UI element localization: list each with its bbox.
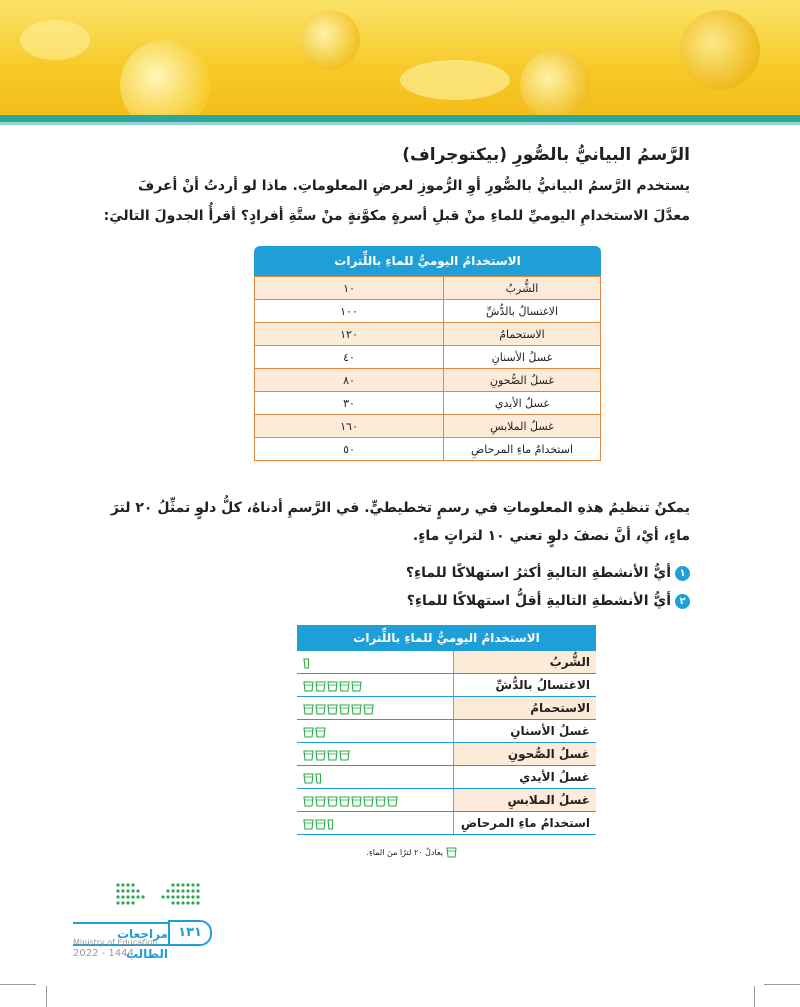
bucket-icon — [303, 749, 314, 761]
bucket-icon — [303, 818, 314, 830]
pictograph-intro — [90, 494, 690, 550]
table-row — [255, 438, 601, 461]
table-row — [255, 415, 601, 438]
bucket-icon — [339, 795, 350, 807]
bucket-icon — [315, 795, 326, 807]
bucket-icon — [315, 749, 326, 761]
bucket-icon — [303, 726, 314, 738]
bucket-icon — [315, 703, 326, 715]
bucket-icon — [303, 772, 314, 784]
bucket-icon — [327, 795, 338, 807]
activity-cell: غسلُ الملابسِ — [444, 415, 601, 438]
table-row — [255, 277, 601, 300]
half-bucket-icon — [327, 818, 333, 830]
pictograph-cell — [297, 697, 454, 720]
bucket-icon — [327, 703, 338, 715]
crop-mark — [46, 986, 47, 1007]
page-number: ١٣١ — [168, 920, 212, 946]
bucket-icon — [327, 749, 338, 761]
table-row — [255, 392, 601, 415]
bucket-icon — [327, 680, 338, 692]
activity-cell: الاغتسالُ بالدُّشِّ — [454, 674, 597, 697]
bucket-icon — [303, 680, 314, 692]
activity-cell: استخدامُ ماءِ المرحاضِ — [444, 438, 601, 461]
bucket-icon — [446, 846, 457, 858]
question-text: أيُّ الأنشطةِ التاليةِ أقلُّ استهلاكًا للماءِ؟ — [406, 593, 671, 609]
table-row — [297, 743, 596, 766]
bucket-icon — [315, 726, 326, 738]
value-cell: ١٦٠ — [255, 415, 444, 438]
question-number: ١ — [675, 566, 690, 581]
footer-label: مراجعات الطالب — [73, 922, 168, 946]
bucket-icon — [387, 795, 398, 807]
bucket-icon — [363, 703, 374, 715]
intro-line: ماءٍ، أيْ، أنَّ نصفَ دلوٍ تعني ١٠ لتراتٍ ماءٍ. — [412, 528, 690, 544]
table-row — [297, 720, 596, 743]
intro-line: يمكنُ تنظيمُ هذهِ المعلوماتِ في رسمٍ تخطيطيٍّ. في الرَّسمِ أدناهُ، كلُّ دلوٍ تمثِّلُ ٢٠ لترَ — [110, 500, 690, 516]
question-2 — [407, 593, 690, 609]
table-row — [255, 369, 601, 392]
bucket-icon — [351, 795, 362, 807]
activity-cell: استخدامُ ماءِ المرحاضِ — [454, 812, 597, 835]
bucket-icon — [351, 680, 362, 692]
header-banner — [0, 0, 800, 115]
pictograph-legend — [366, 846, 458, 858]
bucket-icon — [315, 818, 326, 830]
bucket-icon — [363, 795, 374, 807]
table-row — [297, 789, 596, 812]
ministry-logo-dots — [113, 880, 203, 910]
activity-cell: غسلُ الصُّحونِ — [454, 743, 597, 766]
activity-cell: الاغتسالُ بالدُّشِّ — [444, 300, 601, 323]
activity-cell: غسلُ الملابسِ — [454, 789, 597, 812]
question-1 — [406, 565, 690, 581]
value-cell: ٥٠ — [255, 438, 444, 461]
activity-cell: غسلُ الأيدي — [444, 392, 601, 415]
banner-divider — [0, 115, 800, 122]
section-title: الرَّسمُ البيانيُّ بالصُّورِ (بيكتوجراف) — [402, 145, 690, 165]
activity-cell: غسلُ الأسنانِ — [444, 346, 601, 369]
bucket-icon — [339, 680, 350, 692]
table-caption: الاستخدامُ اليوميُّ للماءِ باللِّترات — [254, 246, 601, 276]
activity-cell: غسلُ الأسنانِ — [454, 720, 597, 743]
value-cell: ١٢٠ — [255, 323, 444, 346]
crop-mark — [0, 984, 36, 985]
activity-cell: الشُّربُ — [444, 277, 601, 300]
bucket-icon — [339, 703, 350, 715]
pictograph-cell — [297, 812, 454, 835]
table-row — [297, 812, 596, 835]
activity-cell: الاستحمامُ — [444, 323, 601, 346]
value-cell: ١٠ — [255, 277, 444, 300]
bucket-icon — [375, 795, 386, 807]
table-row — [297, 697, 596, 720]
banner-divider-light — [0, 122, 800, 125]
half-bucket-icon — [303, 657, 309, 669]
bucket-icon — [351, 703, 362, 715]
table-row — [255, 346, 601, 369]
pictograph-cell — [297, 743, 454, 766]
pictograph-cell — [297, 766, 454, 789]
activity-cell: الاستحمامُ — [454, 697, 597, 720]
table-row — [255, 323, 601, 346]
activity-cell: غسلُ الصُّحونِ — [444, 369, 601, 392]
value-cell: ٣٠ — [255, 392, 444, 415]
pictograph-cell — [297, 720, 454, 743]
question-text: أيُّ الأنشطةِ التاليةِ أكثرُ استهلاكًا للماءِ؟ — [405, 565, 671, 581]
bucket-icon — [303, 703, 314, 715]
bucket-icon — [339, 749, 350, 761]
question-number: ٢ — [675, 594, 690, 609]
table-row — [255, 300, 601, 323]
half-bucket-icon — [315, 772, 321, 784]
pictograph-table — [297, 625, 596, 835]
pictograph-cell — [297, 674, 454, 697]
value-cell: ٨٠ — [255, 369, 444, 392]
table-caption: الاستخدامُ اليوميُّ للماءِ باللِّترات — [297, 625, 596, 651]
intro-line: معدَّلَ الاستخدامِ اليوميِّ للماءِ منْ قبلِ أسرةٍ مكوَّنةٍ منْ ستَّةِ أفرادٍ؟ أقرأُ الجدولَ التاليَ: — [103, 208, 690, 224]
bucket-icon — [315, 680, 326, 692]
crop-mark — [754, 986, 755, 1007]
legend-text: يعادلُ ٢٠ لترًا منَ الماءِ. — [366, 847, 443, 857]
pictograph-cell — [297, 789, 454, 812]
value-cell: ١٠٠ — [255, 300, 444, 323]
intro-line: يستخدم الرَّسمُ البيانيُّ بالصُّورِ أوِ الرُّموزِ لعرضِ المعلوماتِ. ماذا لو أردتُ أنْ أعرفَ — [138, 178, 690, 194]
table-row — [297, 651, 596, 674]
water-usage-table — [254, 246, 601, 461]
table-row — [297, 674, 596, 697]
value-cell: ٤٠ — [255, 346, 444, 369]
ministry-name-en: Ministry of Education — [73, 938, 158, 947]
activity-cell: غسلُ الأيدي — [454, 766, 597, 789]
edition-year: 2022 - 1444 — [73, 948, 134, 959]
crop-mark — [764, 984, 800, 985]
intro-paragraph — [90, 171, 690, 231]
pictograph-cell — [297, 651, 454, 674]
table-row — [297, 766, 596, 789]
activity-cell: الشُّربُ — [454, 651, 597, 674]
bucket-icon — [303, 795, 314, 807]
